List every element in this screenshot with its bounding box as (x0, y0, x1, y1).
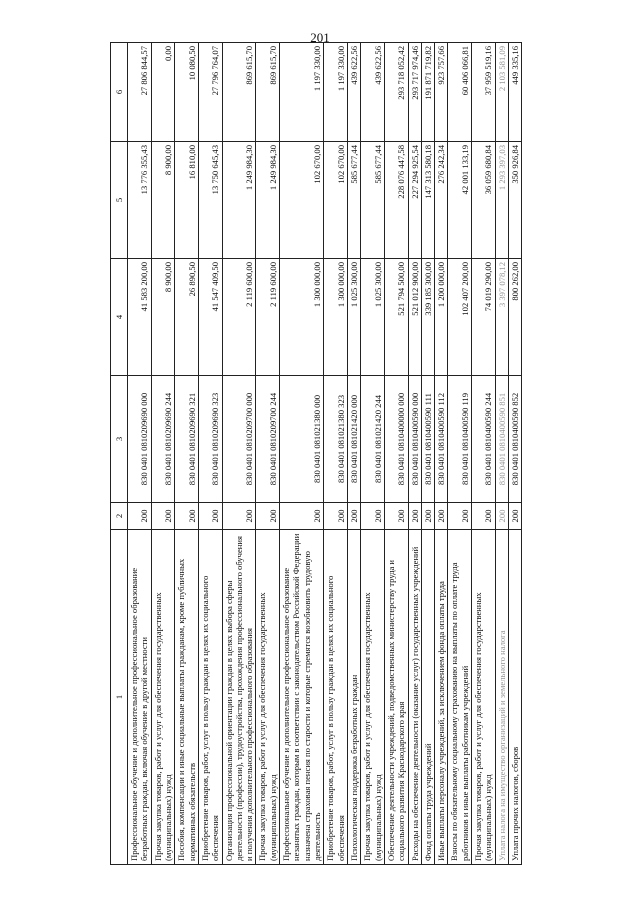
table-row (448, 43, 472, 865)
row-unexecuted-amount-cell: 923 757,66 (435, 43, 448, 142)
row-line-code-cell: 200 (128, 503, 152, 530)
table-row (175, 43, 199, 865)
row-approved-amount-cell: 102 407 200,00 (448, 259, 472, 376)
row-unexecuted-amount-cell: 439 622,56 (361, 43, 385, 142)
row-executed-amount-cell: 42 001 133,19 (448, 142, 472, 259)
row-executed-amount-cell: 1 249 984,30 (256, 142, 280, 259)
row-unexecuted-amount-cell: 0,00 (151, 43, 175, 142)
column-header: 5 (111, 142, 128, 259)
row-approved-amount-cell: 339 185 300,00 (421, 259, 434, 376)
row-line-code-cell: 200 (324, 503, 348, 530)
row-unexecuted-amount-cell: 1 197 330,00 (324, 43, 348, 142)
row-budget-code-cell: 830 0401 081021380 323 (324, 376, 348, 503)
row-budget-code-cell: 830 0401 0810400590 000 (408, 376, 421, 503)
row-line-code-cell: 200 (256, 503, 280, 530)
row-approved-amount-cell: 41 583 200,00 (128, 259, 152, 376)
row-name-cell: Прочая закупка товаров, работ и услуг для обеспечения государственных (муниципальных) нужд (361, 530, 385, 865)
row-executed-amount-cell: 147 313 580,18 (421, 142, 434, 259)
row-name-cell: Обеспечение деятельности учреждений, подведомственных министерству труда и социального развития Краснодарского края (384, 530, 408, 865)
row-executed-amount-cell: 276 242,34 (435, 142, 448, 259)
row-line-code-cell: 200 (175, 503, 199, 530)
row-unexecuted-amount-cell: 60 406 066,81 (448, 43, 472, 142)
row-unexecuted-amount-cell: 10 080,50 (175, 43, 199, 142)
row-line-code-cell: 200 (384, 503, 408, 530)
row-line-code-cell: 200 (495, 503, 508, 530)
row-budget-code-cell: 830 0401 0810400590 244 (472, 376, 496, 503)
table-row (421, 43, 434, 865)
row-budget-code-cell: 830 0401 0810209690 244 (151, 376, 175, 503)
row-approved-amount-cell: 1 025 300,00 (347, 259, 360, 376)
row-name-cell: Психологическая поддержка безработных граждан (347, 530, 360, 865)
row-unexecuted-amount-cell: 2 103 581,09 (495, 43, 508, 142)
row-approved-amount-cell: 8 900,00 (151, 259, 175, 376)
row-name-cell: Уплата прочих налогов, сборов (509, 530, 522, 865)
row-name-cell: Приобретение товаров, работ, услуг в пользу граждан в целях их социального обеспечения (324, 530, 348, 865)
table-row (347, 43, 360, 865)
row-approved-amount-cell: 1 300 000,00 (280, 259, 324, 376)
row-unexecuted-amount-cell: 439 622,56 (347, 43, 360, 142)
row-line-code-cell: 200 (280, 503, 324, 530)
row-unexecuted-amount-cell: 293 717 974,46 (408, 43, 421, 142)
row-approved-amount-cell: 3 397 078,12 (495, 259, 508, 376)
rotated-table-container (110, 46, 530, 865)
row-budget-code-cell: 830 0401 0810209690 321 (175, 376, 199, 503)
row-line-code-cell: 200 (151, 503, 175, 530)
row-approved-amount-cell: 521 794 500,00 (384, 259, 408, 376)
row-line-code-cell: 200 (361, 503, 385, 530)
row-line-code-cell: 200 (198, 503, 222, 530)
row-unexecuted-amount-cell: 293 718 052,42 (384, 43, 408, 142)
table-row (384, 43, 408, 865)
row-executed-amount-cell: 1 293 397,03 (495, 142, 508, 259)
row-approved-amount-cell: 521 012 900,00 (408, 259, 421, 376)
row-name-cell: Профессиональное обучение и дополнительное профессиональное образование незанятых граждан, которым в соответствии с законодательством Российской Федерации назначена страховая пенсия по старости и которые стремятся возобновить трудовую деятельность (280, 530, 324, 865)
row-name-cell: Прочая закупка товаров, работ и услуг для обеспечения государственных (муниципальных) нужд (256, 530, 280, 865)
row-approved-amount-cell: 41 547 409,50 (198, 259, 222, 376)
row-unexecuted-amount-cell: 869 615,70 (256, 43, 280, 142)
row-line-code-cell: 200 (421, 503, 434, 530)
row-line-code-cell: 200 (472, 503, 496, 530)
row-approved-amount-cell: 2 119 600,00 (256, 259, 280, 376)
row-executed-amount-cell: 102 670,00 (324, 142, 348, 259)
row-approved-amount-cell: 2 119 600,00 (222, 259, 256, 376)
column-header: 6 (111, 43, 128, 142)
row-executed-amount-cell: 36 059 680,84 (472, 142, 496, 259)
column-header: 3 (111, 376, 128, 503)
table-row (408, 43, 421, 865)
row-name-cell: Прочая закупка товаров, работ и услуг для обеспечения государственных (муниципальных) нужд (472, 530, 496, 865)
row-unexecuted-amount-cell: 869 615,70 (222, 43, 256, 142)
row-approved-amount-cell: 74 019 290,00 (472, 259, 496, 376)
row-line-code-cell: 200 (347, 503, 360, 530)
table-row (128, 43, 152, 865)
budget-execution-table (110, 42, 522, 865)
row-approved-amount-cell: 26 890,50 (175, 259, 199, 376)
row-unexecuted-amount-cell: 27 796 764,07 (198, 43, 222, 142)
row-unexecuted-amount-cell: 37 959 519,16 (472, 43, 496, 142)
row-name-cell: Фонд оплаты труда учреждений (421, 530, 434, 865)
row-budget-code-cell: 830 0401 0810400000 000 (384, 376, 408, 503)
row-unexecuted-amount-cell: 1 197 330,00 (280, 43, 324, 142)
table-row (509, 43, 522, 865)
column-header: 1 (111, 530, 128, 865)
table-row (361, 43, 385, 865)
row-line-code-cell: 200 (448, 503, 472, 530)
row-line-code-cell: 200 (222, 503, 256, 530)
row-executed-amount-cell: 227 294 925,54 (408, 142, 421, 259)
table-row (495, 43, 508, 865)
row-executed-amount-cell: 228 076 447,58 (384, 142, 408, 259)
row-line-code-cell: 200 (435, 503, 448, 530)
page-number: 201 (310, 30, 330, 45)
row-budget-code-cell: 830 0401 0810400590 852 (509, 376, 522, 503)
row-name-cell: Организация профессиональной ориентации граждан в целях выбора сферы деятельности (профессии), трудоустройства, прохождения профессионального обучения и получения дополнительного профессионального образования (222, 530, 256, 865)
column-number-row (111, 43, 128, 865)
row-executed-amount-cell: 8 900,00 (151, 142, 175, 259)
row-executed-amount-cell: 102 670,00 (280, 142, 324, 259)
row-budget-code-cell: 830 0401 0810209690 000 (128, 376, 152, 503)
row-unexecuted-amount-cell: 27 806 844,57 (128, 43, 152, 142)
row-name-cell: Прочая закупка товаров, работ и услуг для обеспечения государственных (муниципальных) нужд (151, 530, 175, 865)
row-budget-code-cell: 830 0401 081021380 000 (280, 376, 324, 503)
row-budget-code-cell: 830 0401 081021420 000 (347, 376, 360, 503)
row-approved-amount-cell: 1 300 000,00 (324, 259, 348, 376)
row-name-cell: Расходы на обеспечение деятельности (оказание услуг) государственных учреждений (408, 530, 421, 865)
row-unexecuted-amount-cell: 449 335,16 (509, 43, 522, 142)
row-budget-code-cell: 830 0401 0810400590 112 (435, 376, 448, 503)
row-line-code-cell: 200 (408, 503, 421, 530)
table-row (151, 43, 175, 865)
row-budget-code-cell: 830 0401 0810400590 111 (421, 376, 434, 503)
column-header: 4 (111, 259, 128, 376)
table-row (324, 43, 348, 865)
row-executed-amount-cell: 16 810,00 (175, 142, 199, 259)
row-approved-amount-cell: 1 200 000,00 (435, 259, 448, 376)
row-name-cell: Приобретение товаров, работ, услуг в пользу граждан в целях их социального обеспечения (198, 530, 222, 865)
row-name-cell: Профессиональное обучение и дополнительное профессиональное образование безработных граждан, включая обучение в другой местности (128, 530, 152, 865)
row-budget-code-cell: 830 0401 0810209690 323 (198, 376, 222, 503)
row-unexecuted-amount-cell: 191 871 719,82 (421, 43, 434, 142)
table-row (222, 43, 256, 865)
row-name-cell: Взносы по обязательному социальному страхованию на выплаты по оплате труда работников и иные выплаты работникам учреждений (448, 530, 472, 865)
row-budget-code-cell: 830 0401 0810209700 244 (256, 376, 280, 503)
row-name-cell: Пособия, компенсации и иные социальные выплаты гражданам, кроме публичных нормативных обязательств (175, 530, 199, 865)
row-line-code-cell: 200 (509, 503, 522, 530)
row-executed-amount-cell: 13 776 355,43 (128, 142, 152, 259)
row-executed-amount-cell: 350 926,84 (509, 142, 522, 259)
column-header: 2 (111, 503, 128, 530)
row-budget-code-cell: 830 0401 0810209700 000 (222, 376, 256, 503)
table-row (280, 43, 324, 865)
row-budget-code-cell: 830 0401 0810400590 851 (495, 376, 508, 503)
table-row (435, 43, 448, 865)
table-row (256, 43, 280, 865)
row-name-cell: Иные выплаты персоналу учреждений, за исключением фонда оплаты труда (435, 530, 448, 865)
row-name-cell: Уплата налога на имущество организаций и земельного налога (495, 530, 508, 865)
row-executed-amount-cell: 13 750 645,43 (198, 142, 222, 259)
row-executed-amount-cell: 585 677,44 (361, 142, 385, 259)
row-approved-amount-cell: 800 262,00 (509, 259, 522, 376)
row-approved-amount-cell: 1 025 300,00 (361, 259, 385, 376)
table-row (198, 43, 222, 865)
table-row (472, 43, 496, 865)
row-budget-code-cell: 830 0401 0810400590 119 (448, 376, 472, 503)
row-executed-amount-cell: 585 677,44 (347, 142, 360, 259)
row-executed-amount-cell: 1 249 984,30 (222, 142, 256, 259)
row-budget-code-cell: 830 0401 081021420 244 (361, 376, 385, 503)
